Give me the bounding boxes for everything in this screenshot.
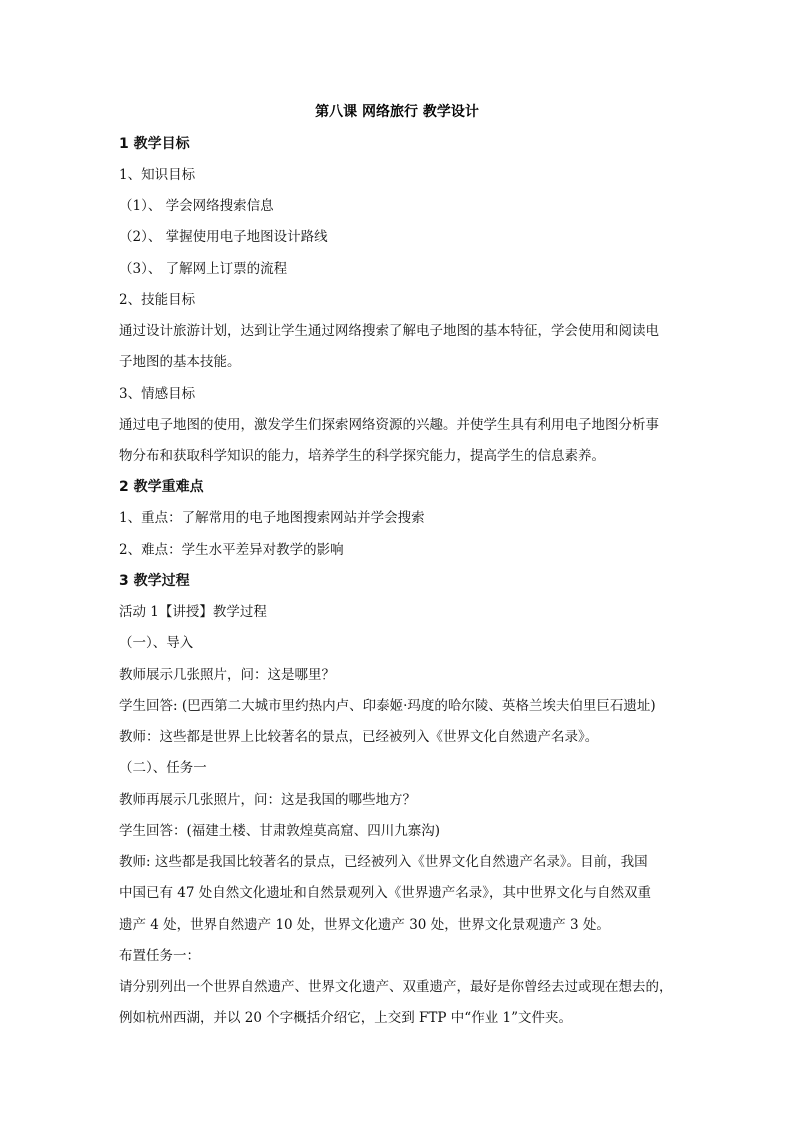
teacher-question-1: 教师展示几张照片，问：这是哪里？ <box>119 667 335 683</box>
assign-task-heading: 布置任务一： <box>119 948 200 964</box>
subheading-knowledge-goals: 1、知识目标 <box>119 167 196 183</box>
emotion-goal-text-line-2: 物分布和获取科学知识的能力，培养学生的科学探究能力，提高学生的信息素养。 <box>119 448 605 464</box>
student-answer-1: 学生回答: (巴西第二大城市里约热内卢、印泰姬·玛度的哈尔陵、英格兰埃夫伯里巨石遗址) <box>119 698 656 714</box>
teacher-remark-1: 教师：这些都是世界上比较著名的景点，已经被列入《世界文化自然遗产名录》。 <box>119 729 599 745</box>
subheading-skill-goals: 2、技能目标 <box>119 292 196 308</box>
skill-goal-text-line-2: 子地图的基本技能。 <box>119 354 241 370</box>
task-text-line-1: 请分别列出一个世界自然遗产、世界文化遗产、双重遗产，最好是你曾经去过或现在想去的， <box>119 979 673 995</box>
teacher-remark-2-line-2: 中国已有 47 处自然文化遗址和自然景观列入《世界遗产名录》，其中世界文化与自然双重 <box>119 885 652 901</box>
section-heading-key-points: 2 教学重难点 <box>119 479 204 495</box>
part-one-heading: （一）、导入 <box>119 635 194 651</box>
subheading-emotion-goals: 3、情感目标 <box>119 386 196 402</box>
knowledge-goal-2: （2）、 掌握使用电子地图设计路线 <box>119 229 328 245</box>
student-answer-2: 学生回答：(福建土楼、甘肃敦煌莫高窟、四川九寨沟) <box>119 823 441 839</box>
knowledge-goal-3: （3）、 了解网上订票的流程 <box>119 261 288 277</box>
part-two-heading: （二）、任务一 <box>119 760 207 776</box>
knowledge-goal-1: （1）、 学会网络搜索信息 <box>119 198 274 214</box>
teacher-remark-2-line-1: 教师: 这些都是我国比较著名的景点，已经被列入《世界文化自然遗产名录》。目前，我国 <box>119 854 648 870</box>
section-heading-process: 3 教学过程 <box>119 573 190 589</box>
skill-goal-text-line-1: 通过设计旅游计划，达到让学生通过网络搜索了解电子地图的基本特征，学会使用和阅读电 <box>119 323 659 339</box>
document-title: 第八课 网络旅行 教学设计 <box>315 104 479 120</box>
activity-heading: 活动 1【讲授】教学过程 <box>119 604 267 620</box>
teacher-question-2: 教师再展示几张照片，问：这是我国的哪些地方？ <box>119 792 416 808</box>
key-point-text: 1、重点：了解常用的电子地图搜索网站并学会搜索 <box>119 510 425 526</box>
difficult-point-text: 2、难点：学生水平差异对教学的影响 <box>119 542 344 558</box>
emotion-goal-text-line-1: 通过电子地图的使用，激发学生们探索网络资源的兴趣。并使学生具有利用电子地图分析事 <box>119 417 659 433</box>
teacher-remark-2-line-3: 遗产 4 处，世界自然遗产 10 处，世界文化遗产 30 处，世界文化景观遗产 3 处。 <box>119 917 610 933</box>
section-heading-objectives: 1 教学目标 <box>119 136 190 152</box>
task-text-line-2: 例如杭州西湖，并以 20 个字概括介绍它，上交到 FTP 中“作业 1”文件夹。 <box>119 1010 572 1026</box>
